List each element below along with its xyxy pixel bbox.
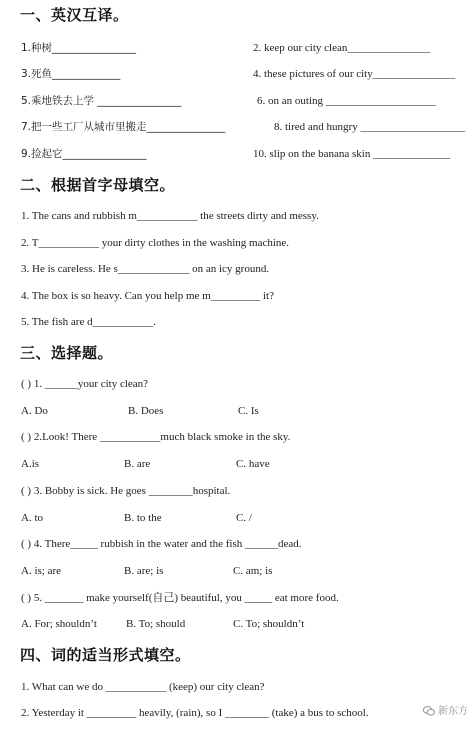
section-title-choice: 三、选择题。	[20, 344, 114, 362]
word-form-item: 1. What can we do ___________ (keep) our city clean?	[21, 681, 265, 693]
translation-item-8: 8. tired and hungry ___________________	[274, 121, 465, 133]
choice-question-1: ( ) 1. ______your city clean?	[21, 378, 149, 390]
section-title-translation: 一、英汉互译。	[20, 6, 129, 24]
choice-option-b: B. to the	[124, 512, 162, 524]
translation-item-4: 4. these pictures of our city_______________	[253, 68, 456, 80]
choice-option-a: A. For; shouldn’t	[21, 618, 97, 630]
choice-question-3: ( ) 3. Bobby is sick. He goes ________hospital.	[21, 485, 231, 497]
translation-item-7: 7.把一些工厂从城市里搬走_______________	[21, 121, 226, 133]
choice-option-a: A. Do	[21, 405, 48, 417]
translation-item-10: 10. slip on the banana skin ______________	[253, 148, 451, 160]
choice-question-2: ( ) 2.Look! There ___________much black smoke in the sky.	[21, 431, 291, 443]
first-letter-item: 4. The box is so heavy. Can you help me m_________ it?	[21, 290, 274, 302]
choice-option-b: B. To; should	[126, 618, 186, 630]
first-letter-item: 2. T___________ your dirty clothes in the washing machine.	[21, 237, 290, 249]
choice-option-c: C. have	[236, 458, 270, 470]
choice-option-b: B. Does	[128, 405, 164, 417]
choice-option-a: A. is; are	[21, 565, 62, 577]
word-form-item: 2. Yesterday it _________ heavily, (rain), so I ________ (take) a bus to school.	[21, 707, 369, 719]
translation-item-9: 9.捡起它________________	[21, 148, 147, 160]
choice-option-b: B. are; is	[124, 565, 164, 577]
translation-item-1: 1.种树________________	[21, 42, 137, 54]
translation-item-2: 2. keep our city clean_______________	[253, 42, 430, 54]
choice-option-c: C. Is	[238, 405, 259, 417]
translation-item-6: 6. on an outing ____________________	[257, 95, 436, 107]
first-letter-item: 5. The fish are d___________.	[21, 316, 156, 328]
choice-option-c: C. To; shouldn’t	[233, 618, 305, 630]
first-letter-item: 1. The cans and rubbish m___________ the streets dirty and messy.	[21, 210, 319, 222]
wechat-icon	[423, 706, 435, 716]
translation-item-3: 3.死鱼_____________	[21, 68, 121, 80]
choice-option-a: A.is	[21, 458, 40, 470]
choice-option-b: B. are	[124, 458, 151, 470]
translation-item-5: 5.乘地铁去上学 ________________	[21, 95, 182, 107]
choice-question-4: ( ) 4. There_____ rubbish in the water and the fish ______dead.	[21, 538, 302, 550]
watermark	[423, 702, 468, 717]
first-letter-item: 3. He is careless. He s_____________ on an icy ground.	[21, 263, 270, 275]
choice-question-5: ( ) 5. _______ make yourself(自己) beautiful, you _____ eat more food.	[21, 592, 339, 604]
choice-option-c: C. /	[236, 512, 252, 524]
watermark-text: 新东方	[438, 706, 468, 717]
choice-option-c: C. am; is	[233, 565, 273, 577]
section-title-first-letter: 二、根据首字母填空。	[20, 176, 176, 194]
section-title-word-form: 四、词的适当形式填空。	[20, 646, 191, 664]
choice-option-a: A. to	[21, 512, 43, 524]
